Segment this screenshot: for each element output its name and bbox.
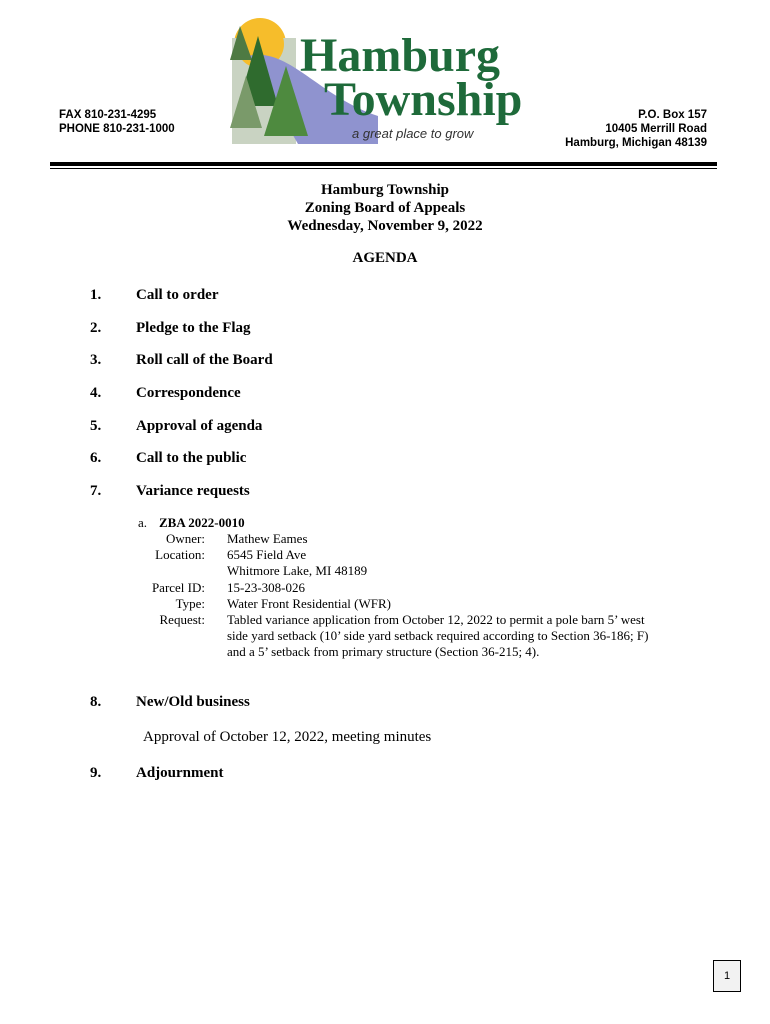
location-row [0, 547, 770, 563]
logo-wordmark-hamburg: Hamburg [300, 29, 501, 82]
variance-case-number: ZBA 2022-0010 [159, 515, 245, 530]
item-label: Adjournment [136, 765, 224, 781]
meeting-date: Wednesday, November 9, 2022 [287, 218, 483, 234]
item-number: 6. [90, 450, 102, 466]
item-number: 3. [90, 352, 102, 368]
item-label: Variance requests [136, 483, 250, 499]
request-line-3: and a 5’ setback from primary structure (Section 36-215; 4). [227, 644, 540, 659]
mailing-address-block [565, 108, 707, 150]
minutes-approval: Approval of October 12, 2022, meeting minutes [143, 729, 432, 745]
item-label: Roll call of the Board [136, 352, 273, 368]
item-number: 4. [90, 385, 102, 401]
item-label: Pledge to the Flag [136, 320, 251, 336]
logo-wordmark-township: Township [324, 73, 523, 126]
page-number: 1 [713, 960, 741, 992]
location-row-2 [0, 563, 770, 579]
item-number: 7. [90, 483, 102, 499]
board-name: Zoning Board of Appeals [304, 200, 466, 216]
meeting-title [0, 181, 770, 235]
type-label: Type: [175, 596, 205, 611]
header-divider-thin [50, 168, 717, 169]
item-number: 2. [90, 320, 102, 336]
street-address: 10405 Merrill Road [605, 123, 707, 135]
location-label: Location: [155, 547, 205, 562]
agenda-heading: AGENDA [352, 250, 418, 266]
item-label: Approval of agenda [136, 418, 263, 434]
item-label: Correspondence [136, 385, 241, 401]
fax-number: FAX 810-231-4295 [59, 109, 157, 121]
location-value-2: Whitmore Lake, MI 48189 [227, 563, 368, 578]
request-label: Request: [159, 612, 205, 627]
phone-number: PHONE 810-231-1000 [59, 123, 175, 135]
request-row [0, 612, 770, 660]
item-number: 1. [90, 287, 102, 303]
location-value: 6545 Field Ave [227, 547, 307, 562]
item-label: Call to the public [136, 450, 247, 466]
owner-label: Owner: [166, 531, 205, 546]
item-label: Call to order [136, 287, 219, 303]
po-box: P.O. Box 157 [638, 109, 707, 121]
type-value: Water Front Residential (WFR) [227, 596, 391, 611]
township-logo [228, 16, 534, 144]
logo-tagline: a great place to grow [352, 126, 474, 141]
item-number: 9. [90, 765, 102, 781]
parcel-row [0, 580, 770, 596]
city-state-zip: Hamburg, Michigan 48139 [565, 137, 707, 149]
item-number: 5. [90, 418, 102, 434]
item-number: 8. [90, 694, 102, 710]
variance-letter: a. [138, 515, 148, 530]
request-line-1: Tabled variance application from October 12, 2022 to permit a pole barn 5’ west [227, 612, 645, 627]
header-divider-thick [50, 162, 717, 166]
parcel-label: Parcel ID: [151, 580, 205, 595]
fax-phone-block [59, 108, 175, 136]
org-name: Hamburg Township [321, 182, 449, 198]
type-row [0, 596, 770, 612]
parcel-value: 15-23-308-026 [227, 580, 305, 595]
owner-row [0, 531, 770, 547]
owner-value: Mathew Eames [227, 531, 308, 546]
request-line-2: side yard setback (10’ side yard setback required according to Section 36-186; F) [227, 628, 649, 643]
variance-case-row [0, 515, 770, 531]
item-label: New/Old business [136, 694, 250, 710]
